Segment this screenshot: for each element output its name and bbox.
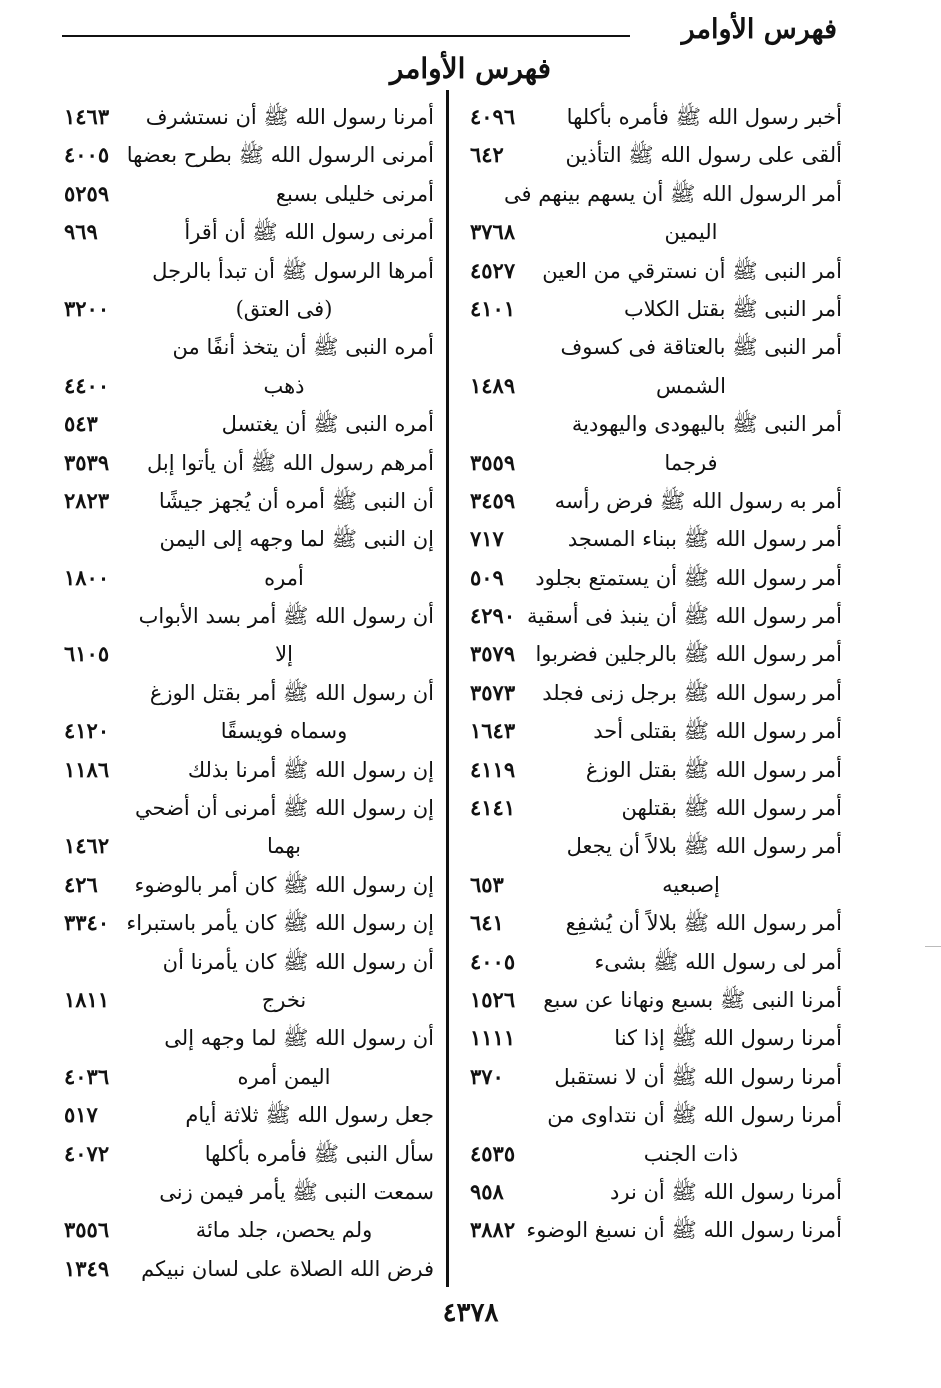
index-entry [64, 98, 434, 136]
index-entry [470, 827, 842, 865]
index-entry [64, 1058, 434, 1096]
entry-number: ١٥٢٦ [470, 986, 516, 1012]
edge-mark [925, 946, 941, 947]
index-entry [64, 136, 434, 174]
entry-text: أن رسول الله ﷺ أمر بقتل الوزغ [149, 680, 434, 705]
entry-number: ٤١٢٠ [64, 718, 110, 744]
index-entry [64, 981, 434, 1019]
entry-text: إن النبى ﷺ لما وجهه إلى اليمن [159, 527, 434, 552]
entry-text: إن رسول الله ﷺ أمرنى أن أضحي [135, 796, 434, 821]
index-entry [470, 175, 842, 213]
index-entry [470, 1211, 842, 1249]
entry-number: ٣٨٨٢ [470, 1217, 516, 1243]
entry-text: فرجما [664, 450, 718, 475]
index-entry [64, 444, 434, 482]
entry-text: ولم يحصن، جلد مائة [195, 1218, 373, 1243]
entry-text: أمر رسول الله ﷺ بقتلهن [621, 796, 842, 821]
entry-text: أمرنا رسول الله ﷺ أن لا نستقبل [554, 1064, 842, 1089]
entry-number: ٥١٧ [64, 1102, 98, 1128]
entry-number: ٣٥٧٣ [470, 679, 516, 705]
entry-text: إن رسول الله ﷺ كان يأمر باستبراء [126, 911, 434, 936]
index-entry [470, 136, 842, 174]
index-entry [470, 1173, 842, 1211]
entry-text: أمرنا رسول الله ﷺ أن نرد [610, 1179, 842, 1204]
entry-text: أمرنا رسول الله ﷺ أن نتداوى من [547, 1103, 842, 1128]
entry-text: أمر رسول الله ﷺ بقتل الوزغ [585, 757, 842, 782]
index-entry [64, 712, 434, 750]
entry-number: ٣٥٥٦ [64, 1217, 110, 1243]
entry-number: ١٤٨٩ [470, 372, 516, 398]
index-entry [470, 290, 842, 328]
index-entry [64, 1250, 434, 1288]
index-entry [64, 674, 434, 712]
entry-number: ٣٢٠٠ [64, 295, 110, 321]
entry-text: أمره النبى ﷺ أن يغتسل [221, 412, 434, 437]
entry-text: أمر رسول الله ﷺ أن ينبذ فى أسقية [526, 604, 842, 629]
entry-text: أمرنا رسول الله ﷺ إذا كنا [614, 1026, 842, 1051]
entry-text: أن النبى ﷺ أمره أن يُجهز جيشًا [158, 488, 434, 513]
entry-text: أمر به رسول الله ﷺ فرض رأسه [554, 488, 842, 513]
entry-text: أمر رسول الله ﷺ بالرجلين فضربوا [535, 642, 842, 667]
index-entry [470, 1096, 842, 1134]
entry-text: اليمن أمره [237, 1064, 331, 1089]
section-title: فهرس الأوامر [389, 52, 552, 85]
index-entry [64, 290, 434, 328]
entry-text: أن رسول الله ﷺ لما وجهه إلى [164, 1026, 434, 1051]
entry-text: أمره النبى ﷺ أن يتخذ أنفًا من [172, 335, 434, 360]
entry-text: أمرنى خليلى بسبع [275, 181, 434, 206]
entry-text: أمرنا رسول الله ﷺ أن نستشرف [145, 105, 434, 129]
index-entry [64, 175, 434, 213]
entry-text: إن رسول الله ﷺ أمرنا بذلك [187, 757, 434, 782]
entry-text: أمر رسول الله ﷺ بلالاً أن يُشفِع [565, 911, 842, 936]
entry-number: ٤٢٩٠ [470, 603, 516, 629]
index-entry [470, 405, 842, 443]
entry-number: ١١١١ [470, 1025, 516, 1051]
index-entry [64, 520, 434, 558]
index-entry [64, 1019, 434, 1057]
entry-text: أن رسول الله ﷺ كان يأمرنا أن [162, 949, 434, 974]
entry-text: بهما [266, 834, 302, 859]
index-entry [470, 635, 842, 673]
index-entry [64, 789, 434, 827]
entry-number: ٤٥٢٧ [470, 257, 516, 283]
entry-text: أمرنى رسول الله ﷺ أن أقرأ [184, 220, 434, 245]
entry-number: ٩٦٩ [64, 219, 98, 245]
entry-text: فرض الله الصلاة على لسان نبيكم [141, 1256, 434, 1281]
entry-text: أمر رسول الله ﷺ أن يستمتع بجلود [535, 565, 842, 590]
entry-number: ٤٥٣٥ [470, 1140, 516, 1166]
entry-text: الشمس [656, 373, 726, 398]
index-entry [470, 904, 842, 942]
index-entry [470, 712, 842, 750]
entry-number: ١٦٤٣ [470, 718, 516, 744]
index-entry [64, 1135, 434, 1173]
index-entry [64, 1211, 434, 1249]
index-entry [470, 367, 842, 405]
entry-number: ١٣٤٩ [64, 1255, 110, 1281]
entry-number: ٤١٤١ [470, 795, 516, 821]
index-entry [64, 367, 434, 405]
entry-text: أمرنى الرسول الله ﷺ بطرح بعضها [126, 143, 434, 168]
index-entry [64, 751, 434, 789]
index-entry [470, 444, 842, 482]
entry-number: ٦٤١ [470, 910, 504, 936]
entry-number: ١٤٦٢ [64, 833, 110, 859]
entry-number: ٦١٠٥ [64, 641, 110, 667]
entry-text: أمر الرسول الله ﷺ أن يسهم بينهم فى [504, 181, 842, 206]
entry-number: ٣٧٦٨ [470, 219, 516, 245]
page-number: ٤٣٧٨ [442, 1298, 499, 1328]
index-entry [64, 635, 434, 673]
entry-text: أن رسول الله ﷺ أمر بسد الأبواب [138, 604, 434, 629]
entry-number: ٣٥٧٩ [470, 641, 516, 667]
entry-number: ٣٣٤٠ [64, 910, 110, 936]
index-entry [470, 789, 842, 827]
entry-text: سأل النبى ﷺ فأمره بأكلها [204, 1141, 434, 1166]
entry-text: أمرنا رسول الله ﷺ أن نسبغ الوضوء [526, 1218, 842, 1243]
entry-number: ٣٥٣٩ [64, 449, 110, 475]
entry-number: ٥٢٥٩ [64, 180, 110, 206]
entry-number: ٦٥٣ [470, 871, 504, 897]
index-entry [64, 559, 434, 597]
index-entry [470, 328, 842, 366]
index-entry [64, 827, 434, 865]
index-entry [470, 482, 842, 520]
entry-text: ذهب [263, 373, 305, 398]
entry-number: ١١٨٦ [64, 756, 110, 782]
entry-text: أمر رسول الله ﷺ ببناء المسجد [567, 527, 842, 552]
index-entry [470, 981, 842, 1019]
entry-number: ٤١٠١ [470, 295, 516, 321]
entry-text: سمعت النبى ﷺ يأمر فيمن زنى [159, 1179, 434, 1204]
index-entry [470, 1135, 842, 1173]
entry-number: ١٤٦٣ [64, 104, 110, 129]
running-head: فهرس الأوامر [681, 14, 837, 45]
index-entry [64, 904, 434, 942]
index-entry [470, 866, 842, 904]
entry-number: ٢٨٢٣ [64, 487, 110, 513]
entry-number: ٤١١٩ [470, 756, 516, 782]
entry-number: ٤٠٣٦ [64, 1063, 110, 1089]
index-entry [64, 1096, 434, 1134]
index-entry [64, 482, 434, 520]
entry-text: أمرنا النبى ﷺ بسبع ونهانا عن سبع [543, 987, 842, 1012]
index-entry [64, 1173, 434, 1211]
entry-text: وسماه فويسقًا [220, 719, 348, 744]
index-entry [470, 252, 842, 290]
index-entry [470, 943, 842, 981]
index-entry [470, 1058, 842, 1096]
left-column [64, 98, 434, 1288]
entry-text: أمرهم رسول الله ﷺ أن يأتوا إبل [146, 450, 434, 475]
entry-text: أمر رسول الله ﷺ برجل زنى فجلد [542, 680, 842, 705]
entry-number: ٣٧٠ [470, 1063, 504, 1089]
entry-text: أمر رسول الله ﷺ بقتلى أحد [593, 719, 842, 744]
entry-number: ١٨٠٠ [64, 564, 110, 590]
entry-text: أمرها الرسول ﷺ أن تبدأ بالرجل [152, 258, 434, 283]
entry-number: ٤٠٩٦ [470, 104, 516, 129]
entry-text: ألقى على رسول الله ﷺ التأذين [565, 143, 842, 168]
entry-text: أمر النبى ﷺ باليهودى واليهودية [571, 412, 842, 437]
entry-text: (فى العتق) [235, 296, 333, 321]
entry-text: إلا [275, 642, 293, 667]
entry-number: ٣٤٥٩ [470, 487, 516, 513]
index-entry [470, 213, 842, 251]
right-column [470, 98, 842, 1250]
index-entry [64, 943, 434, 981]
entry-text: أمر النبى ﷺ بالعتاقة فى كسوف [560, 335, 842, 360]
entry-number: ٤٤٠٠ [64, 372, 110, 398]
entry-number: ٦٤٢ [470, 142, 504, 168]
index-entry [64, 252, 434, 290]
entry-text: أخبر رسول الله ﷺ فأمره بأكلها [566, 105, 842, 129]
entry-number: ٤٢٦ [64, 871, 98, 897]
entry-text: إن رسول الله ﷺ كان أمر بالوضوء [134, 872, 434, 897]
index-entry [470, 1019, 842, 1057]
index-entry [470, 520, 842, 558]
entry-text: جعل رسول الله ﷺ ثلاثة أيام [185, 1103, 434, 1128]
entry-number: ٥٤٣ [64, 411, 98, 437]
entry-number: ٥٠٩ [470, 564, 504, 590]
index-entry [470, 597, 842, 635]
index-entry [470, 98, 842, 136]
entry-number: ٤٠٠٥ [64, 142, 110, 168]
index-entry [64, 405, 434, 443]
index-entry [64, 328, 434, 366]
entry-text: أمر لى رسول الله ﷺ بشىء [594, 949, 842, 974]
index-entry [470, 751, 842, 789]
entry-number: ٤٠٧٢ [64, 1140, 110, 1166]
entry-text: إصبعيه [662, 872, 720, 897]
entry-text: أمر النبى ﷺ أن نسترقي من العين [542, 258, 842, 283]
index-entry [470, 674, 842, 712]
entry-text: أمره [264, 565, 304, 590]
column-divider [446, 90, 449, 1287]
entry-number: ٧١٧ [470, 526, 504, 552]
entry-text: اليمين [664, 220, 718, 245]
entry-text: أمر النبى ﷺ بقتل الكلاب [624, 296, 842, 321]
entry-text: أمر رسول الله ﷺ بلالاً أن يجعل [566, 834, 842, 859]
entry-text: نخرج [261, 987, 307, 1012]
index-entry [64, 866, 434, 904]
index-entry [64, 213, 434, 251]
index-entry [470, 559, 842, 597]
entry-number: ٩٥٨ [470, 1178, 504, 1204]
header-rule [62, 35, 630, 37]
entry-number: ٣٥٥٩ [470, 449, 516, 475]
entry-number: ١٨١١ [64, 986, 110, 1012]
entry-number: ٤٠٠٥ [470, 948, 516, 974]
index-entry [64, 597, 434, 635]
entry-text: ذات الجنب [643, 1141, 739, 1166]
